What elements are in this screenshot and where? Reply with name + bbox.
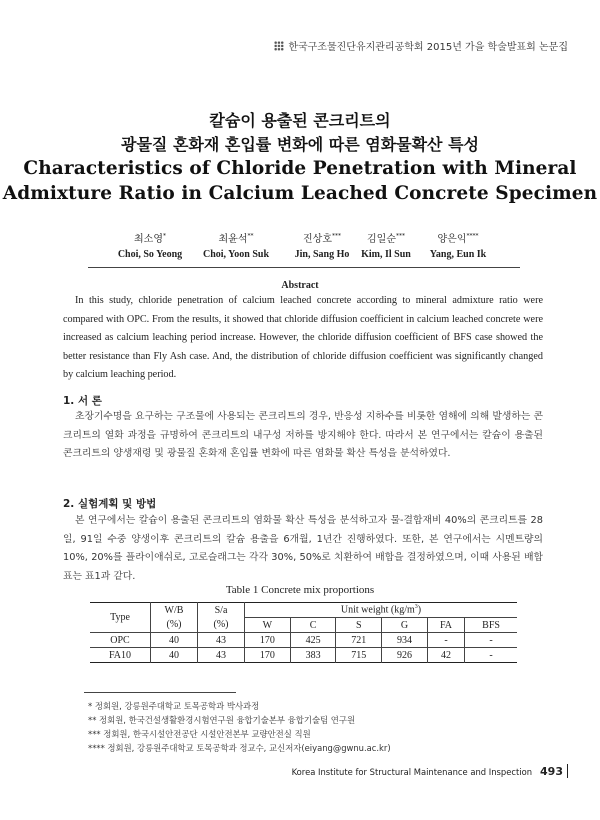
footnote-3: *** 정회원, 한국시설안전공단 시설안전본부 교량안전실 직원: [88, 729, 311, 739]
subheader-fa: FA: [427, 618, 464, 633]
footer-text: Korea Institute for Structural Maintenance and Inspection: [291, 767, 533, 777]
author-4-en: Kim, Il Sun: [361, 249, 411, 260]
cell: 43: [198, 648, 245, 663]
author-4-mark: ***: [395, 232, 405, 240]
cell: -: [427, 633, 464, 648]
journal-header: [274, 38, 568, 53]
cell: 43: [198, 633, 245, 648]
mix-proportions-table: [90, 602, 517, 663]
unit-weight-close: ): [417, 604, 422, 616]
abstract-text: In this study, chloride penetration of calcium leached concrete according to mineral admixture ratio were compared with OPC. From the results, it showed that chloride diffusion coefficient in calcium leached concrete were increased as calcium leaching period increase. However, the chloride diffusion coefficient of BFS case showed the better resistance than Fly Ash case. And, the distribution of chloride diffusion coefficient was significantly changed by calcium leaching period.: [63, 295, 543, 380]
table-row: [90, 633, 517, 648]
table-caption: Table 1 Concrete mix proportions: [225, 584, 375, 596]
title-english-line1: Characteristics of Chloride Penetration with Mineral: [23, 158, 577, 179]
section-2-heading: 2. 실험계획 및 방법: [63, 498, 157, 510]
page-number: 493: [540, 765, 563, 778]
header-sa: S/a: [198, 603, 245, 618]
cell: -: [465, 633, 517, 648]
cell: 42: [427, 648, 464, 663]
section-1-text: 초장기수명을 요구하는 구조물에 사용되는 콘크리트의 경우, 반응성 지하수를 비롯한 염해에 의해 발생하는 콘크리트의 열화 과정을 규명하여 콘크리트의 내구성 저하를 방지해야 한다. 따라서 본 연구에서는 칼슘이 용출된 콘크리트의 양생재령 및 광물질 혼화재 혼입률 변화에 따른 염화물 확산 특성을 분석하였다.: [63, 411, 543, 459]
author-3-mark: ***: [331, 232, 341, 240]
title-korean-line1: 칼슘이 용출된 콘크리트의: [209, 111, 391, 130]
header-wb: W/B: [151, 603, 198, 618]
author-2: [186, 230, 286, 260]
subheader-c: C: [290, 618, 336, 633]
author-3-en: Jin, Sang Ho: [294, 249, 350, 260]
unit-weight-label: Unit weight (kg/m: [340, 604, 415, 616]
author-1-en: Choi, So Yeong: [117, 249, 183, 260]
title-korean-line2: 광물질 혼화재 혼입률 변화에 따른 염화물확산 특성: [121, 135, 479, 154]
cell: 721: [336, 633, 382, 648]
author-1-mark: *: [162, 232, 166, 240]
cell: 383: [290, 648, 336, 663]
author-2-ko: 최윤석: [218, 234, 248, 245]
section-2-text: 본 연구에서는 칼슘이 용출된 콘크리트의 염화물 확산 특성을 분석하고자 물-결합재비 40%의 콘크리트를 28일, 91일 수중 양생이후 콘크리트의 칼슘 용출을 6개월, 1년간 진행하였다. 또한, 본 연구에서는 시멘트량의 10%, 20%를 플라이애쉬로, 고로슬래그는 각각 30%, 50%로 치환하여 배합을 결정하였으며, 이때 사용된 배합표는 표1과 같다.: [63, 515, 543, 582]
cell: 40: [151, 648, 198, 663]
author-2-en: Choi, Yoon Suk: [202, 249, 270, 260]
footnote-2: ** 정회원, 한국건설생활환경시험연구원 융합기술본부 융합기술팀 연구원: [88, 715, 356, 725]
footnote-1: * 정회원, 강릉원주대학교 토목공학과 박사과정: [88, 701, 260, 711]
author-4-ko: 김일순: [367, 234, 396, 245]
author-1-ko: 최소영: [134, 234, 163, 245]
cell: 170: [245, 648, 291, 663]
title-english-line2: Admixture Ratio in Calcium Leached Concrete Specimen: [2, 183, 598, 204]
table-row: [90, 648, 517, 663]
footnote-4: **** 정회원, 강릉원주대학교 토목공학과 정교수, 교신저자(eiyang@gwnu.ac.kr): [88, 743, 391, 753]
cell: FA10: [108, 649, 132, 661]
cell: 40: [151, 633, 198, 648]
subheader-g: G: [382, 618, 428, 633]
dots-icon: [274, 41, 284, 51]
section-1-heading: 1. 서 론: [63, 395, 102, 407]
author-1: [100, 230, 200, 260]
cell: -: [465, 648, 517, 663]
journal-header-text: 한국구조물진단유지관리공학회 2015년 가을 학술발표회 논문집: [288, 42, 568, 53]
footer-bar: [567, 764, 568, 778]
subheader-s: S: [336, 618, 382, 633]
author-5-mark: ****: [466, 232, 479, 240]
cell: 926: [382, 648, 428, 663]
author-3-ko: 진상호: [303, 234, 332, 245]
header-unit-weight: [245, 603, 518, 618]
header-wb-unit: (%): [151, 618, 198, 633]
subheader-bfs: BFS: [465, 618, 517, 633]
author-5-ko: 양은익: [437, 234, 467, 245]
author-5-en: Yang, Eun Ik: [429, 249, 487, 260]
cell: OPC: [90, 633, 151, 648]
header-sa-unit: (%): [198, 618, 245, 633]
page-footer: [292, 764, 568, 778]
unit-weight-sup: 3: [414, 604, 418, 611]
cell: 715: [336, 648, 382, 663]
abstract-heading: Abstract: [281, 280, 319, 291]
author-2-mark: **: [247, 232, 254, 240]
cell: 170: [245, 633, 291, 648]
cell: 934: [382, 633, 428, 648]
subheader-w: W: [245, 618, 291, 633]
footnote-divider: [84, 692, 236, 693]
header-type: Type: [90, 603, 151, 633]
title-divider: [88, 267, 520, 268]
author-5: [408, 230, 508, 260]
cell: 425: [290, 633, 336, 648]
